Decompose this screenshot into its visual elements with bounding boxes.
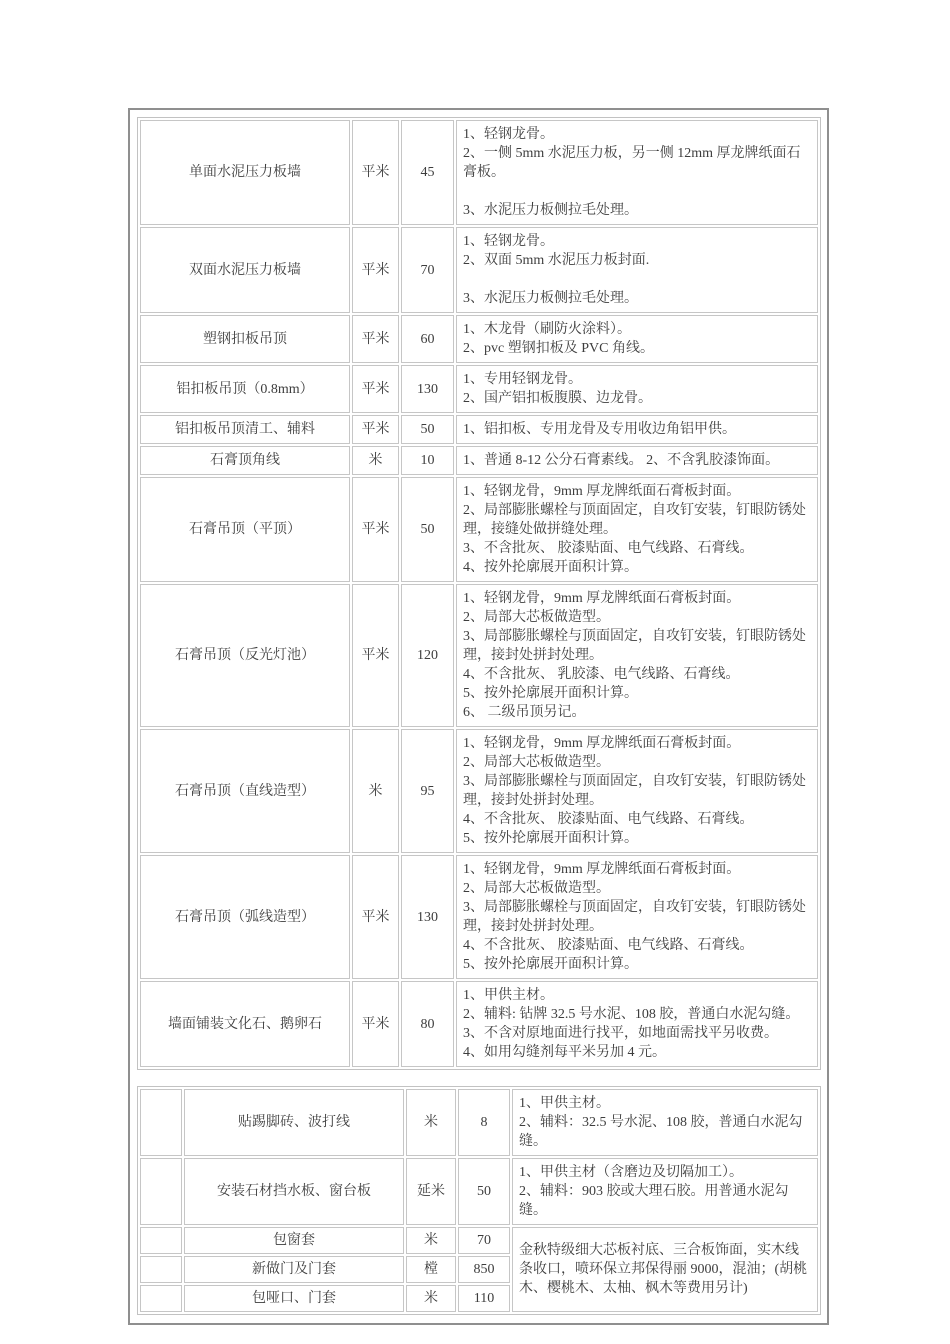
description-line: 2、局部大芯板做造型。	[463, 755, 610, 770]
description-line: 2、pvc 塑钢扣板及 PVC 角线。	[463, 341, 654, 356]
description-line: 1、轻钢龙骨，9mm 厚龙牌纸面石膏板封面。	[463, 736, 741, 751]
item-unit: 平米	[352, 227, 399, 313]
wall-ceiling-price-table	[137, 117, 821, 1070]
description-line: 1、铝扣板、专用龙骨及专用收边角铝甲供。	[463, 422, 736, 437]
document-frame	[128, 108, 829, 1325]
description-line: 5、按外抡廓展开面积计算。	[463, 831, 638, 846]
item-unit: 平米	[352, 315, 399, 363]
item-name: 新做门及门套	[184, 1256, 404, 1283]
table-row	[140, 729, 818, 853]
description-line: 1、木龙骨（刷防火涂料）。	[463, 322, 631, 337]
item-unit: 米	[406, 1089, 456, 1156]
description-line: 2、双面 5mm 水泥压力板封面.	[463, 253, 650, 268]
item-name: 墙面铺装文化石、鹅卵石	[140, 981, 350, 1067]
item-unit: 米	[352, 446, 399, 475]
item-price: 80	[401, 981, 454, 1067]
item-description	[456, 415, 818, 444]
description-line: 2、局部膨胀螺栓与顶面固定，自攻钉安装，钉眼防锈处理，接缝处做拼缝处理。	[463, 503, 806, 537]
description-line: 3、局部膨胀螺栓与顶面固定，自攻钉安装，钉眼防锈处理，接封处拼封处理。	[463, 774, 806, 808]
table-row	[140, 446, 818, 475]
item-name: 石膏吊顶（弧线造型）	[140, 855, 350, 979]
item-description	[512, 1158, 818, 1225]
item-price: 60	[401, 315, 454, 363]
item-price: 850	[458, 1256, 510, 1283]
item-description	[512, 1089, 818, 1156]
description-line: 1、轻钢龙骨，9mm 厚龙牌纸面石膏板封面。	[463, 862, 741, 877]
item-name: 铝扣板吊顶清工、辅料	[140, 415, 350, 444]
item-price: 50	[401, 477, 454, 582]
table-row	[140, 1158, 818, 1225]
table-row	[140, 415, 818, 444]
description-line: 2、一侧 5mm 水泥压力板，另一侧 12mm 厚龙牌纸面石膏板。	[463, 146, 801, 180]
spacer-cell	[140, 1256, 182, 1283]
item-price: 45	[401, 120, 454, 225]
item-unit: 延米	[406, 1158, 456, 1225]
item-unit: 米	[352, 729, 399, 853]
item-name: 石膏吊顶（平顶）	[140, 477, 350, 582]
description-line	[463, 270, 811, 289]
description-line: 5、按外抡廓展开面积计算。	[463, 957, 638, 972]
item-unit: 平米	[352, 855, 399, 979]
item-name: 包窗套	[184, 1227, 404, 1254]
item-description	[456, 315, 818, 363]
item-price: 70	[401, 227, 454, 313]
table-row	[140, 855, 818, 979]
description-line: 3、不含批灰、 胶漆贴面、电气线路、石膏线。	[463, 541, 754, 556]
item-price: 50	[458, 1158, 510, 1225]
description-line: 1、甲供主材。	[519, 1096, 610, 1111]
item-name: 石膏吊顶（反光灯池）	[140, 584, 350, 727]
item-price: 130	[401, 365, 454, 413]
table-row	[140, 981, 818, 1067]
description-line: 1、轻钢龙骨，9mm 厚龙牌纸面石膏板封面。	[463, 591, 741, 606]
item-name: 石膏顶角线	[140, 446, 350, 475]
item-price: 8	[458, 1089, 510, 1156]
description-line: 2、局部大芯板做造型。	[463, 610, 610, 625]
item-price: 110	[458, 1285, 510, 1312]
table-row	[140, 365, 818, 413]
item-description	[456, 365, 818, 413]
description-line: 4、如用勾缝剂每平米另加 4 元。	[463, 1045, 666, 1060]
description-line: 1、甲供主材。	[463, 988, 554, 1003]
table-row	[140, 227, 818, 313]
description-line: 2、辅料: 钻牌 32.5 号水泥、108 胶，普通白水泥勾缝。3、不含对原地面进行找平，如地面需找平另收费。	[463, 1007, 800, 1041]
description-line: 3、局部膨胀螺栓与顶面固定，自攻钉安装，钉眼防锈处理，接封处拼封处理。	[463, 629, 806, 663]
item-name: 塑钢扣板吊顶	[140, 315, 350, 363]
item-name: 包哑口、门套	[184, 1285, 404, 1312]
description-line: 1、轻钢龙骨。	[463, 234, 554, 249]
spacer-cell	[140, 1285, 182, 1312]
description-line: 3、局部膨胀螺栓与顶面固定，自攻钉安装，钉眼防锈处理，接封处拼封处理。	[463, 900, 806, 934]
item-price: 120	[401, 584, 454, 727]
item-unit: 樘	[406, 1256, 456, 1283]
tiling-woodwork-price-table	[137, 1086, 821, 1315]
description-line: 1、专用轻钢龙骨。	[463, 372, 582, 387]
table-row	[140, 315, 818, 363]
table-row	[140, 120, 818, 225]
description-line: 4、不含批灰、 乳胶漆、电气线路、石膏线。	[463, 667, 740, 682]
item-unit: 米	[406, 1227, 456, 1254]
item-price: 10	[401, 446, 454, 475]
description-line: 4、不含批灰、 胶漆贴面、电气线路、石膏线。	[463, 812, 754, 827]
spacer-cell	[140, 1089, 182, 1156]
item-unit: 平米	[352, 981, 399, 1067]
description-line: 3、水泥压力板侧拉毛处理。	[463, 291, 638, 306]
item-description	[456, 120, 818, 225]
item-unit: 米	[406, 1285, 456, 1312]
item-name: 铝扣板吊顶（0.8mm）	[140, 365, 350, 413]
item-description	[456, 477, 818, 582]
description-line: 2、国产铝扣板腹膜、边龙骨。	[463, 391, 652, 406]
description-line: 2、局部大芯板做造型。	[463, 881, 610, 896]
item-unit: 平米	[352, 584, 399, 727]
item-price: 70	[458, 1227, 510, 1254]
item-price: 130	[401, 855, 454, 979]
table-row	[140, 1089, 818, 1156]
item-unit: 平米	[352, 477, 399, 582]
description-line: 1、普通 8-12 公分石膏素线。 2、不含乳胶漆饰面。	[463, 453, 780, 468]
item-name: 双面水泥压力板墙	[140, 227, 350, 313]
description-line: 5、按外抡廓展开面积计算。	[463, 686, 638, 701]
description-line: 1、轻钢龙骨，9mm 厚龙牌纸面石膏板封面。	[463, 484, 741, 499]
item-name: 石膏吊顶（直线造型）	[140, 729, 350, 853]
table-row	[140, 584, 818, 727]
description-line: 3、水泥压力板侧拉毛处理。	[463, 203, 638, 218]
item-description	[456, 584, 818, 727]
item-name: 安装石材挡水板、窗台板	[184, 1158, 404, 1225]
description-line: 1、轻钢龙骨。	[463, 127, 554, 142]
item-description	[456, 227, 818, 313]
description-line: 4、不含批灰、 胶漆贴面、电气线路、石膏线。	[463, 938, 754, 953]
item-unit: 平米	[352, 415, 399, 444]
item-unit: 平米	[352, 120, 399, 225]
item-description	[456, 981, 818, 1067]
spacer-cell	[140, 1158, 182, 1225]
item-description	[456, 729, 818, 853]
table-row	[140, 477, 818, 582]
item-name: 贴踢脚砖、波打线	[184, 1089, 404, 1156]
description-line: 2、辅料：903 胶或大理石胶。用普通水泥勾缝。	[519, 1184, 789, 1218]
description-line	[463, 182, 811, 201]
item-price: 95	[401, 729, 454, 853]
table-row	[140, 1227, 818, 1254]
description-line: 6、 二级吊顶另记。	[463, 705, 586, 720]
spacer-cell	[140, 1227, 182, 1254]
item-name: 单面水泥压力板墙	[140, 120, 350, 225]
description-line: 4、按外抡廓展开面积计算。	[463, 560, 638, 575]
item-description	[456, 855, 818, 979]
item-unit: 平米	[352, 365, 399, 413]
merged-description: 金秋特级细大芯板衬底、三合板饰面，实木线条收口，喷环保立邦保得丽 9000，混油；(胡桃木、樱桃木、太柚、枫木等费用另计)	[512, 1227, 818, 1312]
description-line: 1、甲供主材（含磨边及切隔加工）。	[519, 1165, 743, 1180]
description-line: 2、辅料：32.5 号水泥、108 胶，普通白水泥勾缝。	[519, 1115, 803, 1149]
item-price: 50	[401, 415, 454, 444]
item-description	[456, 446, 818, 475]
